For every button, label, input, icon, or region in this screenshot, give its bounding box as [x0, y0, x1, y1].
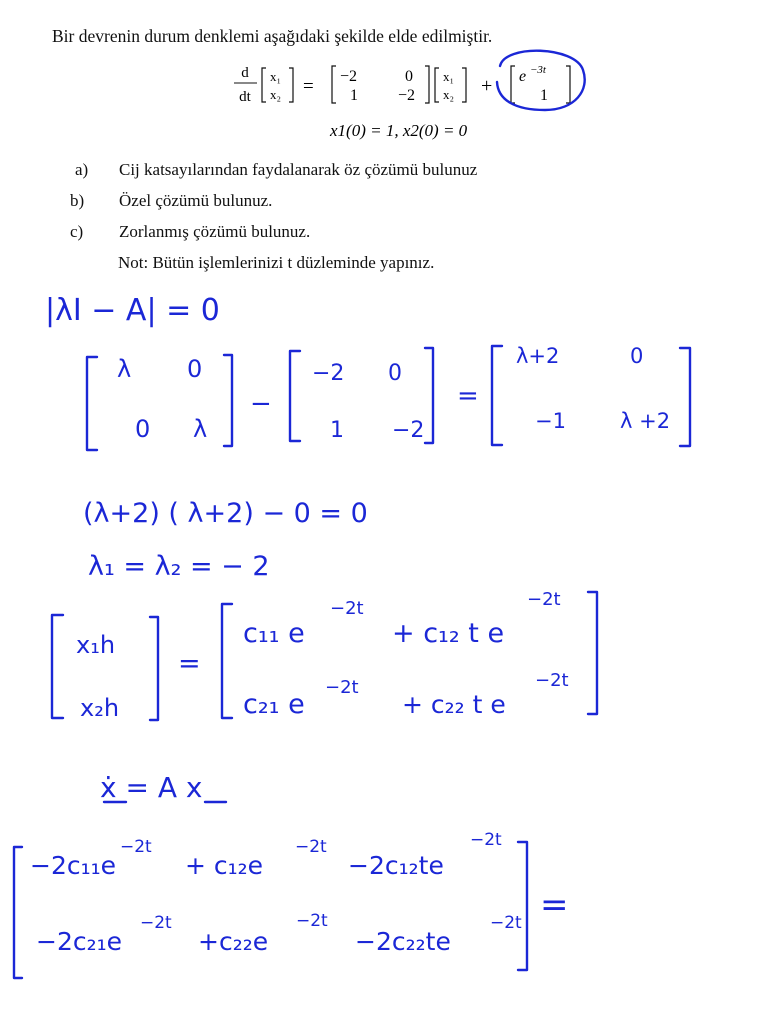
state-x2: x₂ [443, 87, 455, 102]
deriv-exponent: −2t [295, 837, 327, 857]
deriv-exponent: −2t [490, 913, 522, 933]
state-x2: x₂ [270, 87, 282, 102]
eigenvalues: λ₁ = λ₂ = − 2 [88, 551, 270, 582]
matrix1-bracket-left [87, 357, 97, 450]
state-x1: x₁ [443, 69, 455, 84]
option-letter: a) [75, 160, 89, 179]
hom-term: c₁₁ e [243, 618, 305, 649]
input-exp-base: e [519, 68, 527, 85]
xh-bracket-left [52, 615, 63, 718]
note-text: Not: Bütün işlemlerinizi t düzleminde yapınız. [118, 253, 435, 272]
matrix1-cell: λ [193, 415, 208, 443]
matrix3-cell: λ+2 [516, 344, 560, 368]
matrix3-cell: 0 [630, 344, 644, 368]
input-b2: 1 [540, 87, 548, 104]
final-equals: = [540, 885, 569, 925]
initial-conditions: x1(0) = 1, x2(0) = 0 [330, 121, 468, 140]
matrix2-cell: −2 [392, 418, 425, 443]
deriv-exponent: −2t [470, 830, 502, 850]
hom-exponent: −2t [535, 670, 569, 691]
x2h: x₂h [80, 694, 120, 722]
matrix-a-21: 1 [350, 87, 358, 104]
deriv-bracket-right [518, 842, 527, 970]
char-polynomial: (λ+2) ( λ+2) − 0 = 0 [83, 498, 368, 529]
matrix2-bracket-left [290, 351, 300, 441]
matrix2-cell: −2 [312, 361, 345, 386]
equals-sign: = [457, 381, 479, 411]
deriv-term: +c₂₂e [198, 927, 269, 956]
deriv-exponent: −2t [296, 911, 328, 931]
equals-sign: = [178, 648, 201, 679]
deriv-exponent: −2t [140, 913, 172, 933]
deriv-term: + c₁₂e [185, 851, 264, 880]
hom-term: + c₂₂ t e [402, 690, 506, 719]
option-letter: b) [70, 191, 85, 210]
equals-sign: = [303, 76, 314, 97]
matrix3-bracket-left [492, 346, 502, 445]
plus-sign: + [481, 75, 493, 97]
option-text: Özel çözümü bulunuz. [119, 191, 273, 210]
deriv-term: −2c₁₁e [30, 851, 117, 880]
deriv-term: −2c₁₂te [348, 851, 444, 880]
matrix3-cell: −1 [535, 409, 566, 433]
option-text: Cij katsayılarından faydalanarak öz çözümü bulunuz [119, 160, 478, 179]
minus-sign: − [250, 389, 272, 419]
matrix-a-22: −2 [398, 87, 416, 104]
matrix1-bracket-right [224, 355, 232, 446]
hom-exponent: −2t [330, 598, 364, 619]
deriv-term: −2c₂₂te [355, 927, 451, 956]
hom-exponent: −2t [527, 589, 561, 610]
deriv-term: −2c₂₁e [36, 927, 123, 956]
matrix2-cell: 0 [388, 361, 402, 386]
problem-intro: Bir devrenin durum denklemi aşağıdaki şekilde elde edilmiştir. [52, 26, 493, 46]
matrix-a-11: −2 [340, 68, 358, 85]
matrix1-cell: 0 [135, 415, 151, 443]
state-x1: x₁ [270, 69, 282, 84]
input-exp-power: −3t [530, 64, 546, 76]
hom-term: + c₁₂ t e [392, 618, 505, 649]
matrix-a-12: 0 [405, 68, 413, 85]
matrix2-bracket-right [425, 348, 433, 443]
option-letter: c) [70, 222, 84, 241]
matrix1-cell: 0 [187, 355, 203, 383]
matrix1-cell: λ [117, 355, 132, 383]
deriv-exponent: −2t [120, 837, 152, 857]
xh-bracket-right [150, 617, 158, 720]
hom-term: c₂₁ e [243, 689, 305, 720]
deriv-denominator: dt [239, 89, 251, 105]
matrix2-cell: 1 [330, 418, 344, 443]
deriv-bracket-left [14, 847, 22, 978]
char-equation: |λI − A| = 0 [45, 293, 220, 328]
state-derivative: ẋ = A x [100, 771, 203, 804]
deriv-numerator: d [241, 65, 249, 81]
x1h: x₁h [76, 631, 116, 659]
matrix3-cell: λ +2 [620, 409, 671, 433]
hom-bracket-right [588, 592, 597, 714]
option-text: Zorlanmış çözümü bulunuz. [119, 222, 311, 241]
hom-bracket-left [222, 604, 232, 718]
hom-exponent: −2t [325, 677, 359, 698]
matrix3-bracket-right [680, 348, 690, 446]
